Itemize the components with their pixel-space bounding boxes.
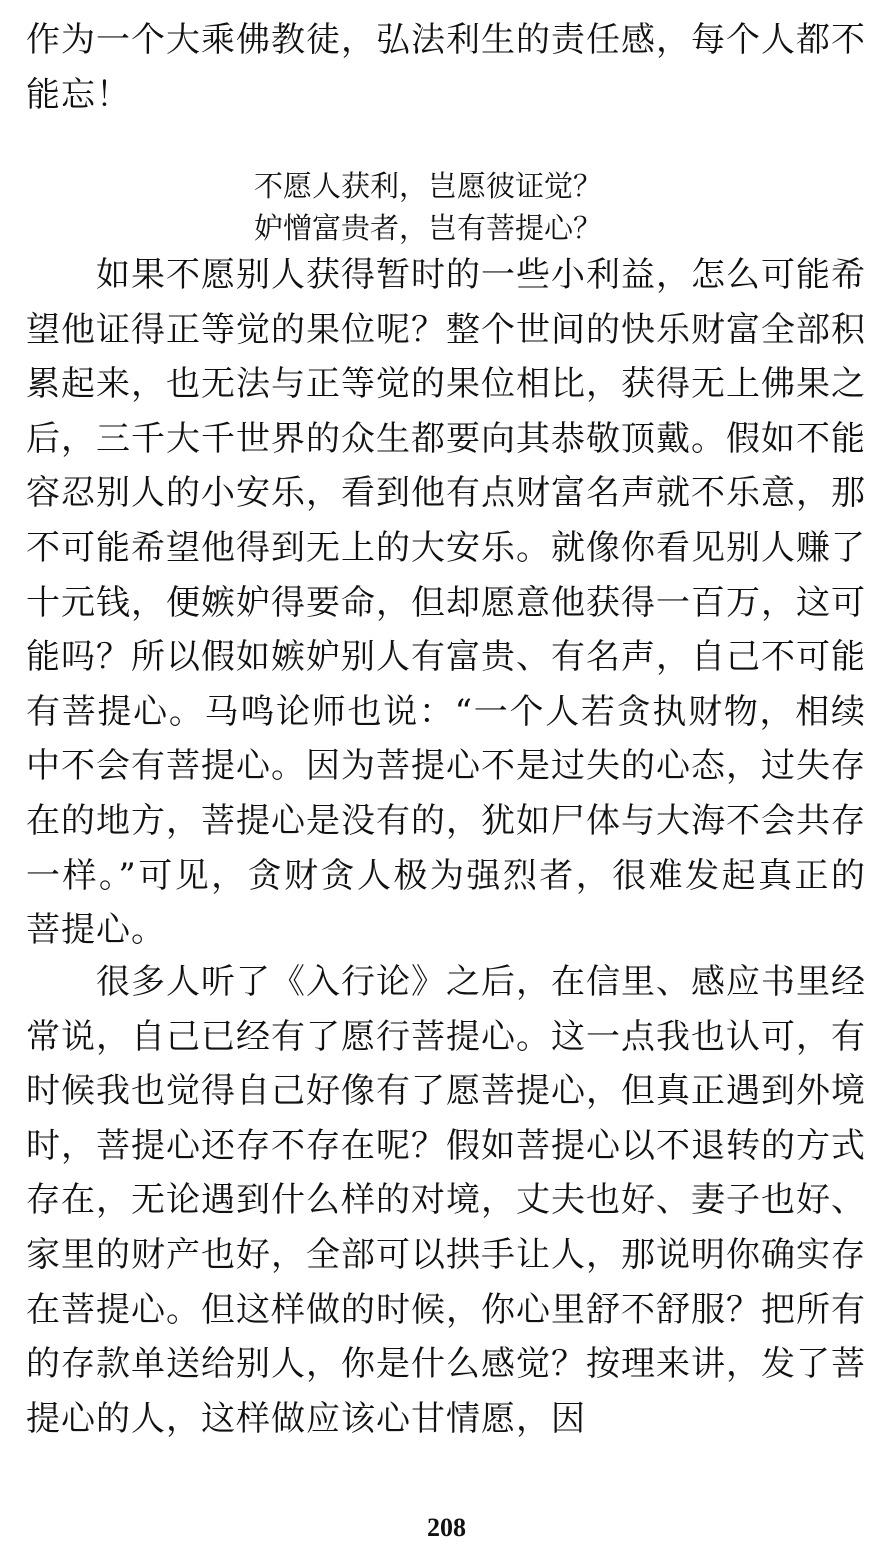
paragraph-intro-conclusion: 作为一个大乘佛教徒，弘法利生的责任感，每个人都不能忘！ [26, 20, 866, 115]
verse-line-2: 妒憎富贵者，岂有菩提心？ [254, 211, 603, 245]
verse-line-1: 不愿人获利，岂愿彼证觉？ [254, 169, 603, 203]
page-number: 208 [427, 1513, 466, 1542]
paragraph-commentary-2: 很多人听了《入行论》之后，在信里、感应书里经常说，自己已经有了愿行菩提心。这一点我也认可，有时候我也觉得自己好像有了愿菩提心，但真正遇到外境时，菩提心还存不存在呢？假如菩提心以不退转的方式存在，无论遇到什么样的对境，丈夫也好、妻子也好、家里的财产也好，全部可以拱手让人，那说明你确实存在菩提心。但这样做的时候，你心里舒不舒服？把所有的存款单送给别人，你是什么感觉？按理来讲，发了菩提心的人，这样做应该心甘情愿，因 [26, 962, 866, 1439]
paragraph-commentary-1: 如果不愿别人获得暂时的一些小利益，怎么可能希望他证得正等觉的果位呢？整个世间的快乐财富全部积累起来，也无法与正等觉的果位相比，获得无上佛果之后，三千大千世界的众生都要向其恭敬顶戴。假如不能容忍别人的小安乐，看到他有点财富名声就不乐意，那不可能希望他得到无上的大安乐。就像你看见别人赚了十元钱，便嫉妒得要命，但却愿意他获得一百万，这可能吗？所以假如嫉妒别人有富贵、有名声，自己不可能有菩提心。马鸣论师也说：“一个人若贪执财物，相续中不会有菩提心。因为菩提心不是过失的心态，过失存在的地方，菩提心是没有的，犹如尸体与大海不会共存一样。”可见，贪财贪人极为强烈者，很难发起真正的菩提心。 [26, 255, 866, 951]
